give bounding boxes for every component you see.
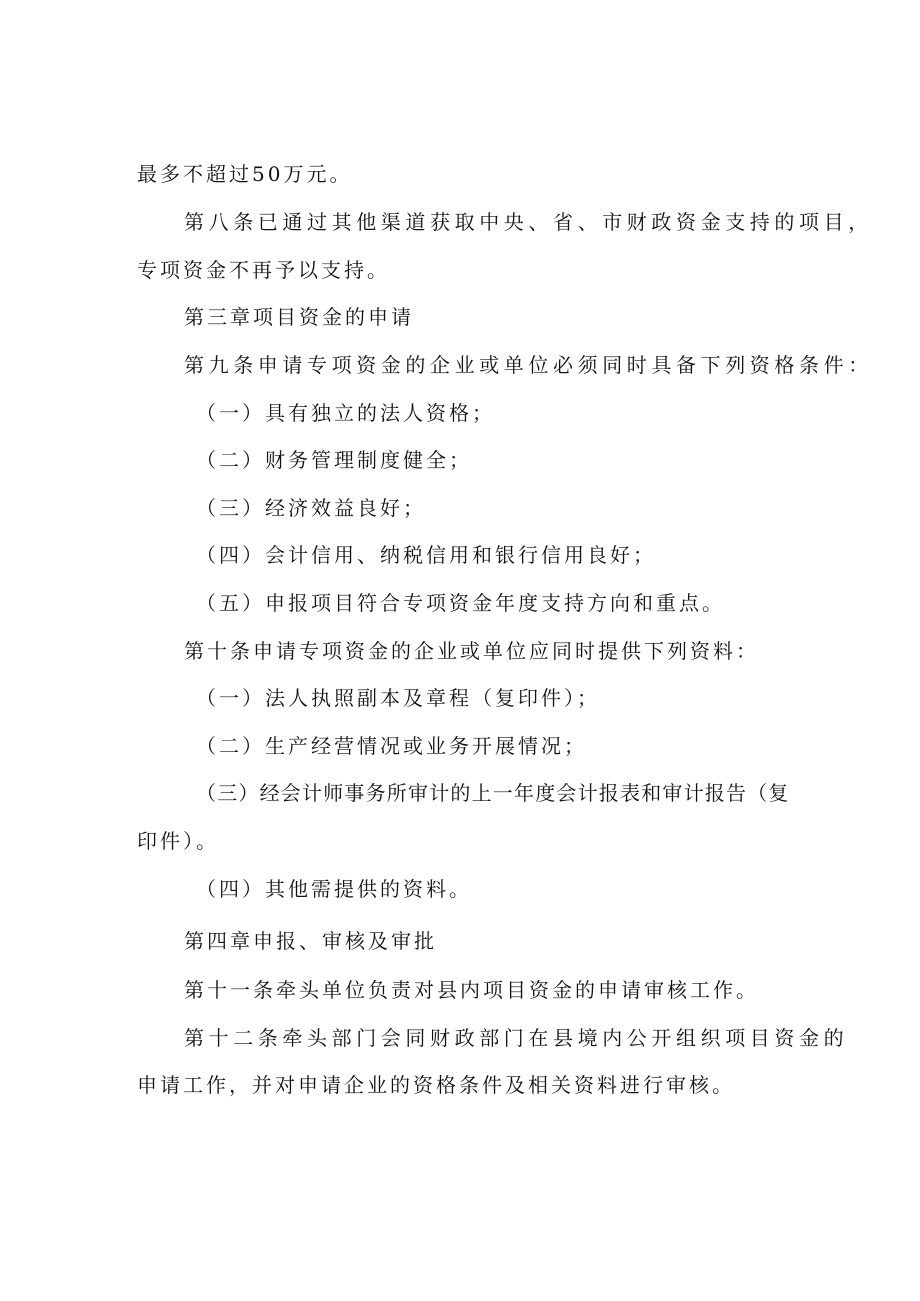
text-line: 申请工作，并对申请企业的资格条件及相关资料进行审核。	[137, 1073, 735, 1097]
article-11-text: 第十一条牵头单位负责对县内项目资金的申请审核工作。	[184, 978, 759, 1002]
chapter-3-heading: 第三章项目资金的申请	[184, 305, 414, 329]
text-line: 最多不超过50万元。	[137, 162, 353, 186]
list-item: （三）经济效益良好；	[196, 496, 426, 520]
list-item: （二）生产经营情况或业务开展情况；	[196, 734, 587, 758]
article-9-text: 第九条申请专项资金的企业或单位必须同时具备下列资格条件：	[184, 353, 873, 377]
list-item: （二）财务管理制度健全；	[196, 448, 472, 472]
list-item: （三）经会计师事务所审计的上一年度会计报表和审计报告（复	[196, 781, 790, 805]
list-item: （五）申报项目符合专项资金年度支持方向和重点。	[196, 591, 725, 615]
article-10-text: 第十条申请专项资金的企业或单位应同时提供下列资料：	[184, 639, 759, 663]
list-item: （四）其他需提供的资料。	[196, 877, 472, 901]
list-item: （四）会计信用、纳税信用和银行信用良好；	[196, 543, 656, 567]
article-12-text: 第十二条牵头部门会同财政部门在县境内公开组织项目资金的	[184, 1026, 849, 1050]
text-line: 印件）。	[137, 829, 219, 853]
list-item: （一）具有独立的法人资格；	[196, 401, 495, 425]
text-line: 专项资金不再予以支持。	[137, 258, 390, 282]
list-item: （一）法人执照副本及章程（复印件）；	[196, 686, 600, 710]
chapter-4-heading: 第四章申报、审核及审批	[184, 929, 437, 953]
article-8-text: 第八条已通过其他渠道获取中央、省、市财政资金支持的项目，	[184, 210, 873, 234]
